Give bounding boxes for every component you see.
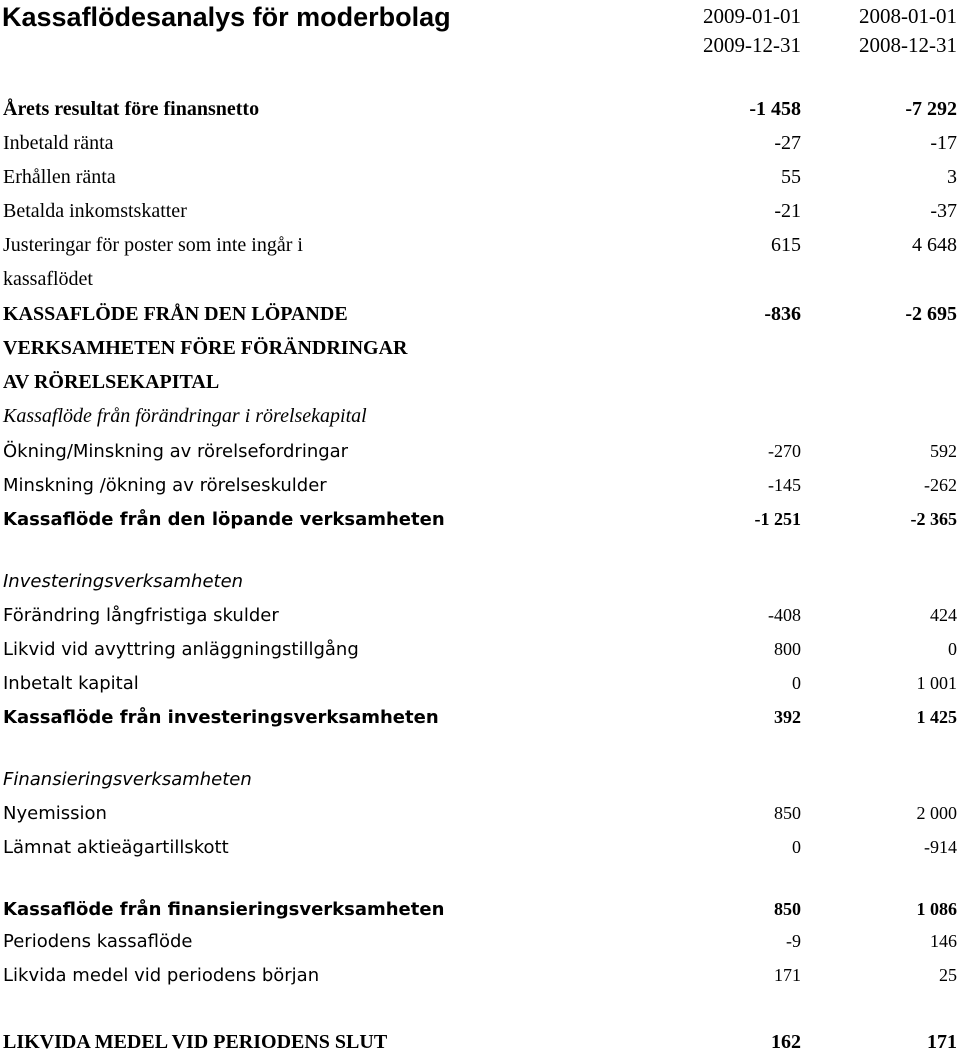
value-2008: -262	[924, 475, 957, 495]
value-2008: -17	[930, 132, 957, 154]
value-2009: 55	[781, 166, 801, 188]
row-label: Inbetald ränta	[3, 132, 114, 154]
row-interest-received	[0, 166, 960, 196]
value-2008: 146	[930, 931, 957, 951]
row-operating-cash-flow	[0, 509, 960, 539]
value-2009: -408	[768, 605, 801, 625]
value-2009: 0	[792, 673, 801, 693]
row-label: AV RÖRELSEKAPITAL	[3, 371, 220, 393]
row-opening-cash	[0, 965, 960, 995]
row-label: Erhållen ränta	[3, 166, 116, 188]
value-2008: 4 648	[912, 234, 957, 256]
row-label: Kassaflöde från den löpande verksamheten	[3, 509, 445, 530]
value-2009: -836	[764, 303, 801, 325]
row-cash-flow-before-wc-cont	[0, 337, 960, 367]
value-2008: 0	[948, 639, 957, 659]
row-label: Periodens kassaflöde	[3, 931, 193, 952]
value-2009: 615	[771, 234, 801, 256]
row-label: KASSAFLÖDE FRÅN DEN LÖPANDE	[3, 303, 348, 325]
row-new-share-issue	[0, 803, 960, 833]
value-2008: -2 695	[905, 303, 957, 325]
row-adjustments	[0, 234, 960, 264]
value-2008: 1 001	[916, 673, 957, 693]
row-adjustments-cont	[0, 268, 960, 298]
row-label: Nyemission	[3, 803, 107, 824]
section-working-capital	[0, 405, 960, 435]
value-2009: -1 251	[754, 509, 801, 529]
row-label: Likvid vid avyttring anläggningstillgång	[3, 639, 359, 660]
value-2008: 171	[927, 1031, 957, 1053]
row-label: Justeringar för poster som inte ingår i	[3, 234, 303, 256]
row-financing-cash-flow	[0, 899, 960, 929]
row-paid-in-capital	[0, 673, 960, 703]
value-2009: 850	[774, 899, 801, 919]
value-2009: -27	[774, 132, 801, 154]
value-2008: 25	[939, 965, 957, 985]
value-2009: 162	[771, 1031, 801, 1053]
value-2009: 850	[774, 803, 801, 823]
row-investing-cash-flow	[0, 707, 960, 737]
row-long-term-debt-change	[0, 605, 960, 635]
value-2008: 3	[947, 166, 957, 188]
period-2009-start: 2009-01-01	[703, 4, 801, 28]
value-2009: 800	[774, 639, 801, 659]
section-investing	[0, 571, 960, 601]
value-2009: -270	[768, 441, 801, 461]
value-2008: 592	[930, 441, 957, 461]
value-2008: 1 086	[916, 899, 957, 919]
value-2009: 392	[774, 707, 801, 727]
value-2009: 171	[774, 965, 801, 985]
value-2008: -2 365	[910, 509, 957, 529]
row-label: Likvida medel vid periodens början	[3, 965, 320, 986]
value-2009: -21	[774, 200, 801, 222]
value-2008: -914	[924, 837, 957, 857]
row-label: Förändring långfristiga skulder	[3, 605, 279, 626]
row-label: kassaflödet	[3, 268, 93, 290]
row-label: Minskning /ökning av rörelseskulder	[3, 475, 327, 496]
row-closing-cash	[0, 1031, 960, 1061]
row-label: Inbetalt kapital	[3, 673, 139, 694]
row-liabilities-change	[0, 475, 960, 505]
row-taxes-paid	[0, 200, 960, 230]
row-interest-paid	[0, 132, 960, 162]
row-receivables-change	[0, 441, 960, 471]
value-2009: -9	[786, 931, 801, 951]
row-operating-result	[0, 98, 960, 128]
row-label: Kassaflöde från finansieringsverksamheten	[3, 899, 445, 920]
row-label: Ökning/Minskning av rörelsefordringar	[3, 441, 349, 462]
period-2009-end: 2009-12-31	[703, 33, 801, 57]
row-asset-disposal	[0, 639, 960, 669]
period-2008-start: 2008-01-01	[859, 4, 957, 28]
section-financing	[0, 769, 960, 799]
row-label: Betalda inkomstskatter	[3, 200, 187, 222]
value-2009: 0	[792, 837, 801, 857]
row-cash-flow-before-wc-cont2	[0, 371, 960, 401]
value-2008: 424	[930, 605, 957, 625]
row-label: LIKVIDA MEDEL VID PERIODENS SLUT	[3, 1031, 388, 1053]
value-2009: -1 458	[749, 98, 801, 120]
row-label: Lämnat aktieägartillskott	[3, 837, 229, 858]
row-shareholder-contribution	[0, 837, 960, 867]
value-2008: 1 425	[916, 707, 957, 727]
row-cash-flow-before-wc	[0, 303, 960, 333]
value-2009: -145	[768, 475, 801, 495]
section-heading: Kassaflöde från förändringar i rörelsekapital	[3, 405, 367, 427]
period-2008-end: 2008-12-31	[859, 33, 957, 57]
period-2008-header	[859, 2, 957, 60]
value-2008: 2 000	[916, 803, 957, 823]
section-heading: Finansieringsverksamheten	[3, 769, 252, 790]
row-label: VERKSAMHETEN FÖRE FÖRÄNDRINGAR	[3, 337, 408, 359]
row-label: Årets resultat före finansnetto	[3, 98, 260, 120]
value-2008: -7 292	[905, 98, 957, 120]
page-title: Kassaflödesanalys för moderbolag	[2, 2, 451, 32]
period-2009-header	[703, 2, 801, 60]
row-period-cash-flow	[0, 931, 960, 961]
row-label: Kassaflöde från investeringsverksamheten	[3, 707, 439, 728]
value-2008: -37	[930, 200, 957, 222]
section-heading: Investeringsverksamheten	[3, 571, 244, 592]
